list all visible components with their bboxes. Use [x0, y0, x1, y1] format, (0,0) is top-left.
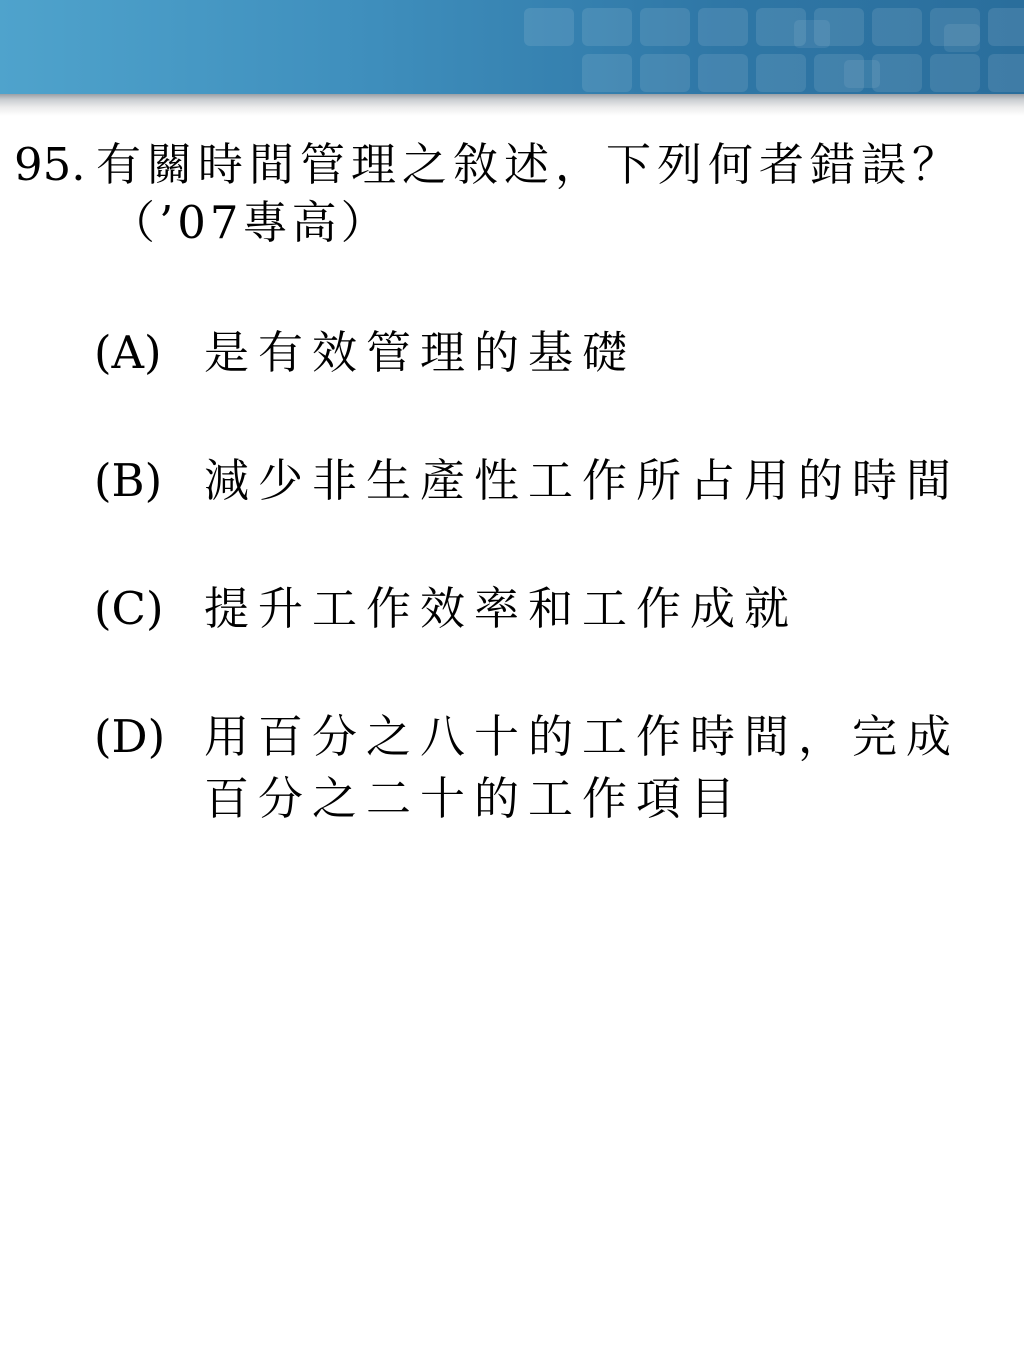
- question-text: 有關時間管理之敘述，下列何者錯誤？: [96, 138, 964, 191]
- option-text: 用百分之八十的工作時間，完成百分之二十的工作項目: [204, 710, 961, 825]
- option-b: [94, 450, 1004, 512]
- slide-header-band: [0, 0, 1024, 94]
- option-d: [94, 706, 1004, 830]
- option-text: 是有效管理的基礎: [204, 326, 637, 379]
- options-list: [14, 322, 1004, 830]
- question-row: [14, 136, 1004, 194]
- option-label: (C): [94, 582, 164, 635]
- option-label: (B): [94, 454, 163, 507]
- question-number: 95.: [14, 138, 86, 191]
- header-shadow: [0, 94, 1024, 116]
- question-source: （’07專高）: [110, 196, 390, 249]
- option-text: 提升工作效率和工作成就: [204, 582, 799, 635]
- option-a: [94, 322, 1004, 384]
- option-label: (A): [94, 326, 162, 379]
- option-label: (D): [94, 710, 166, 763]
- decorative-squares-pattern: [504, 0, 1024, 94]
- slide-content: [14, 136, 1004, 896]
- option-c: [94, 578, 1004, 640]
- option-text: 減少非生產性工作所占用的時間: [204, 454, 961, 507]
